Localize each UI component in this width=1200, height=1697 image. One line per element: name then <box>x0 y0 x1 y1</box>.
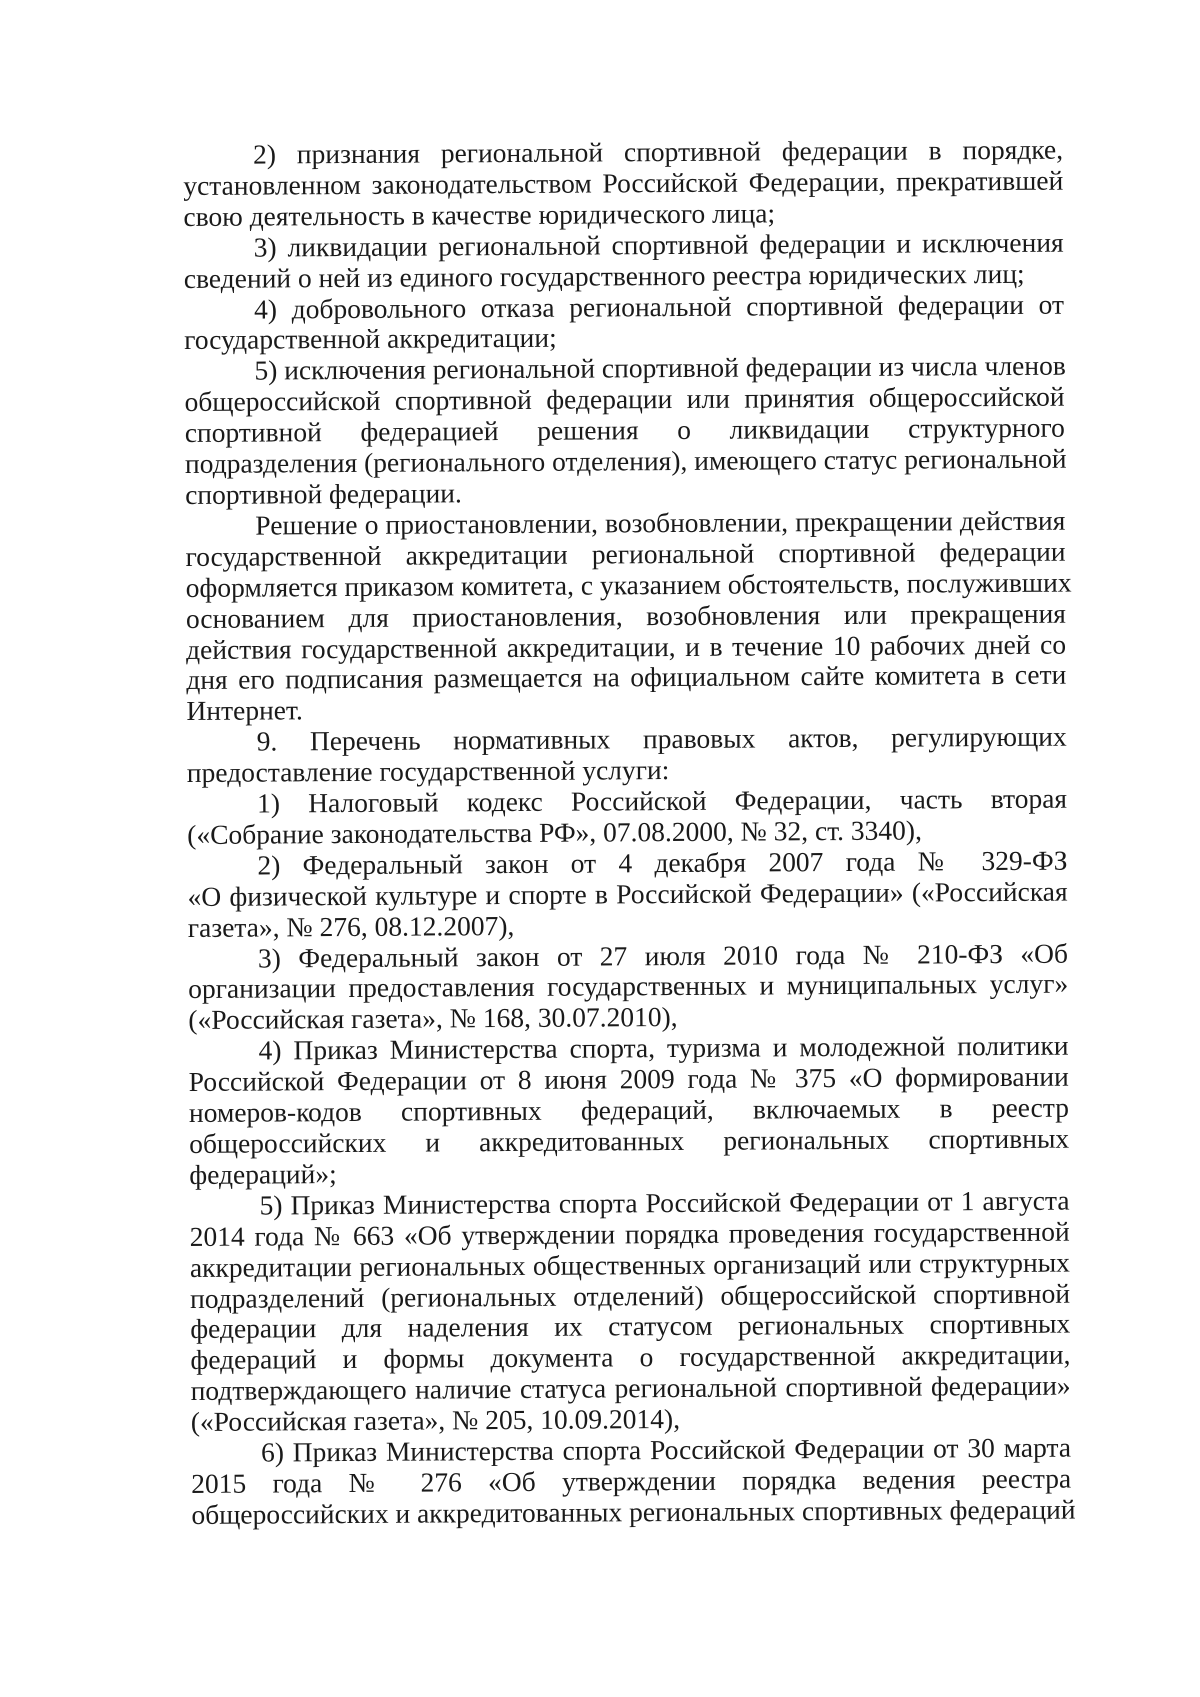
decision-paragraph <box>185 504 1072 727</box>
text-line: подтверждающего наличие статуса региональной спортивной федерации» <box>190 1369 1071 1407</box>
text-line: оформляется приказом комитета, с указанием обстоятельств, послуживших <box>185 566 1072 603</box>
legal-act-3 <box>188 938 1069 1036</box>
legal-act-1 <box>187 784 1067 851</box>
text-line: организации предоставления государственных и муниципальных услуг» <box>188 968 1069 1005</box>
text-line: действия государственной аккредитации, и в течение 10 рабочих дней со <box>186 628 1067 665</box>
text-line: 4) добровольного отказа региональной спортивной федерации от <box>253 288 1065 325</box>
item-5-exclusion <box>184 351 1065 511</box>
text-line: 1) Налоговый кодекс Российской Федерации, часть вторая <box>256 782 1068 819</box>
item-3-liquidation <box>184 227 1064 294</box>
text-line: дня его подписания размещается на официальном сайте комитета в сети <box>186 659 1067 696</box>
text-line: федераций»; <box>189 1157 337 1190</box>
legal-act-5 <box>189 1185 1070 1438</box>
item-2-recognition-ceased <box>183 135 1064 233</box>
text-line: («Российская газета», № 205, 10.09.2014), <box>190 1403 681 1438</box>
text-line: номеров-кодов спортивных федераций, включаемых в реестр <box>188 1091 1070 1129</box>
text-line: газета», № 276, 08.12.2007), <box>187 909 515 943</box>
text-line: 2) признания региональной спортивной федерации в порядке, <box>252 133 1064 170</box>
text-line: подразделений (региональных отделений) общероссийской спортивной <box>189 1277 1071 1314</box>
legal-act-4 <box>188 1031 1069 1191</box>
item-4-voluntary-refusal <box>184 289 1064 356</box>
text-line: 3) ликвидации региональной спортивной федерации и исключения <box>253 226 1064 263</box>
text-line: 2014 года № 663 «Об утверждении порядка проведения государственной <box>189 1215 1070 1252</box>
text-line: установленном законодательством Российской Федерации, прекратившей <box>183 164 1064 201</box>
text-line: аккредитации региональных общественных организаций или структурных <box>189 1246 1070 1283</box>
text-line: подразделения (регионального отделения), имеющего статус региональной <box>184 442 1067 480</box>
text-line: общероссийской спортивной федерации или принятия общероссийской <box>184 380 1065 418</box>
legal-act-6 <box>191 1431 1076 1531</box>
text-line: 5) исключения региональной спортивной федерации из числа членов <box>254 349 1066 386</box>
text-line: федераций и формы документа о государственной аккредитации, <box>190 1338 1071 1376</box>
text-line: 3) Федеральный закон от 27 июля 2010 года № 210-ФЗ «Об <box>257 937 1069 974</box>
text-line: предоставление государственной услуги: <box>186 754 670 789</box>
text-line: 2) Федеральный закон от 4 декабря 2007 года № 329-ФЗ <box>257 844 1068 881</box>
text-line: общероссийских и аккредитованных региональных спортивных <box>189 1122 1070 1159</box>
text-line: 4) Приказ Министерства спорта, туризма и молодежной политики <box>258 1029 1069 1066</box>
text-line: свою деятельность в качестве юридического лица; <box>183 197 776 232</box>
text-line: государственной аккредитации региональной спортивной федерации <box>185 535 1066 572</box>
section-9-heading <box>187 722 1067 789</box>
text-line: Интернет. <box>186 694 303 727</box>
text-line: («Собрание законодательства РФ», 07.08.2000, № 32, ст. 3340), <box>187 814 922 850</box>
text-line: Решение о приостановлении, возобновлении, прекращении действия <box>255 504 1066 541</box>
text-line: («Российская газета», № 168, 30.07.2010), <box>188 1001 678 1036</box>
text-line: Российской Федерации от 8 июня 2009 года № 375 «О формировании <box>188 1060 1069 1098</box>
text-line: 2015 года № 276 «Об утверждении порядка ведения реестра <box>191 1462 1072 1499</box>
text-line: общероссийских и аккредитованных региональных спортивных федераций <box>191 1493 1076 1530</box>
text-line: 9. Перечень нормативных правовых актов, регулирующих <box>256 720 1067 757</box>
legal-act-2 <box>187 845 1068 943</box>
text-line: основанием для приостановления, возобновления или прекращения <box>185 597 1066 634</box>
text-line: спортивной федерацией решения о ликвидации структурного <box>184 411 1065 449</box>
text-line: 5) Приказ Министерства спорта Российской Федерации от 1 августа <box>259 1184 1070 1221</box>
text-line: федерации для наделения их статусом региональных спортивных <box>190 1308 1071 1345</box>
text-line: спортивной федерации. <box>185 477 462 510</box>
text-line: сведений о ней из единого государственного реестра юридических лиц; <box>183 257 1025 294</box>
text-line: государственной аккредитации; <box>184 322 557 356</box>
document-body <box>183 133 1076 1531</box>
text-line: 6) Приказ Министерства спорта Российской Федерации от 30 марта <box>260 1431 1072 1468</box>
text-line: «О физической культуре и спорте в Российской Федерации» («Российская <box>187 875 1068 912</box>
